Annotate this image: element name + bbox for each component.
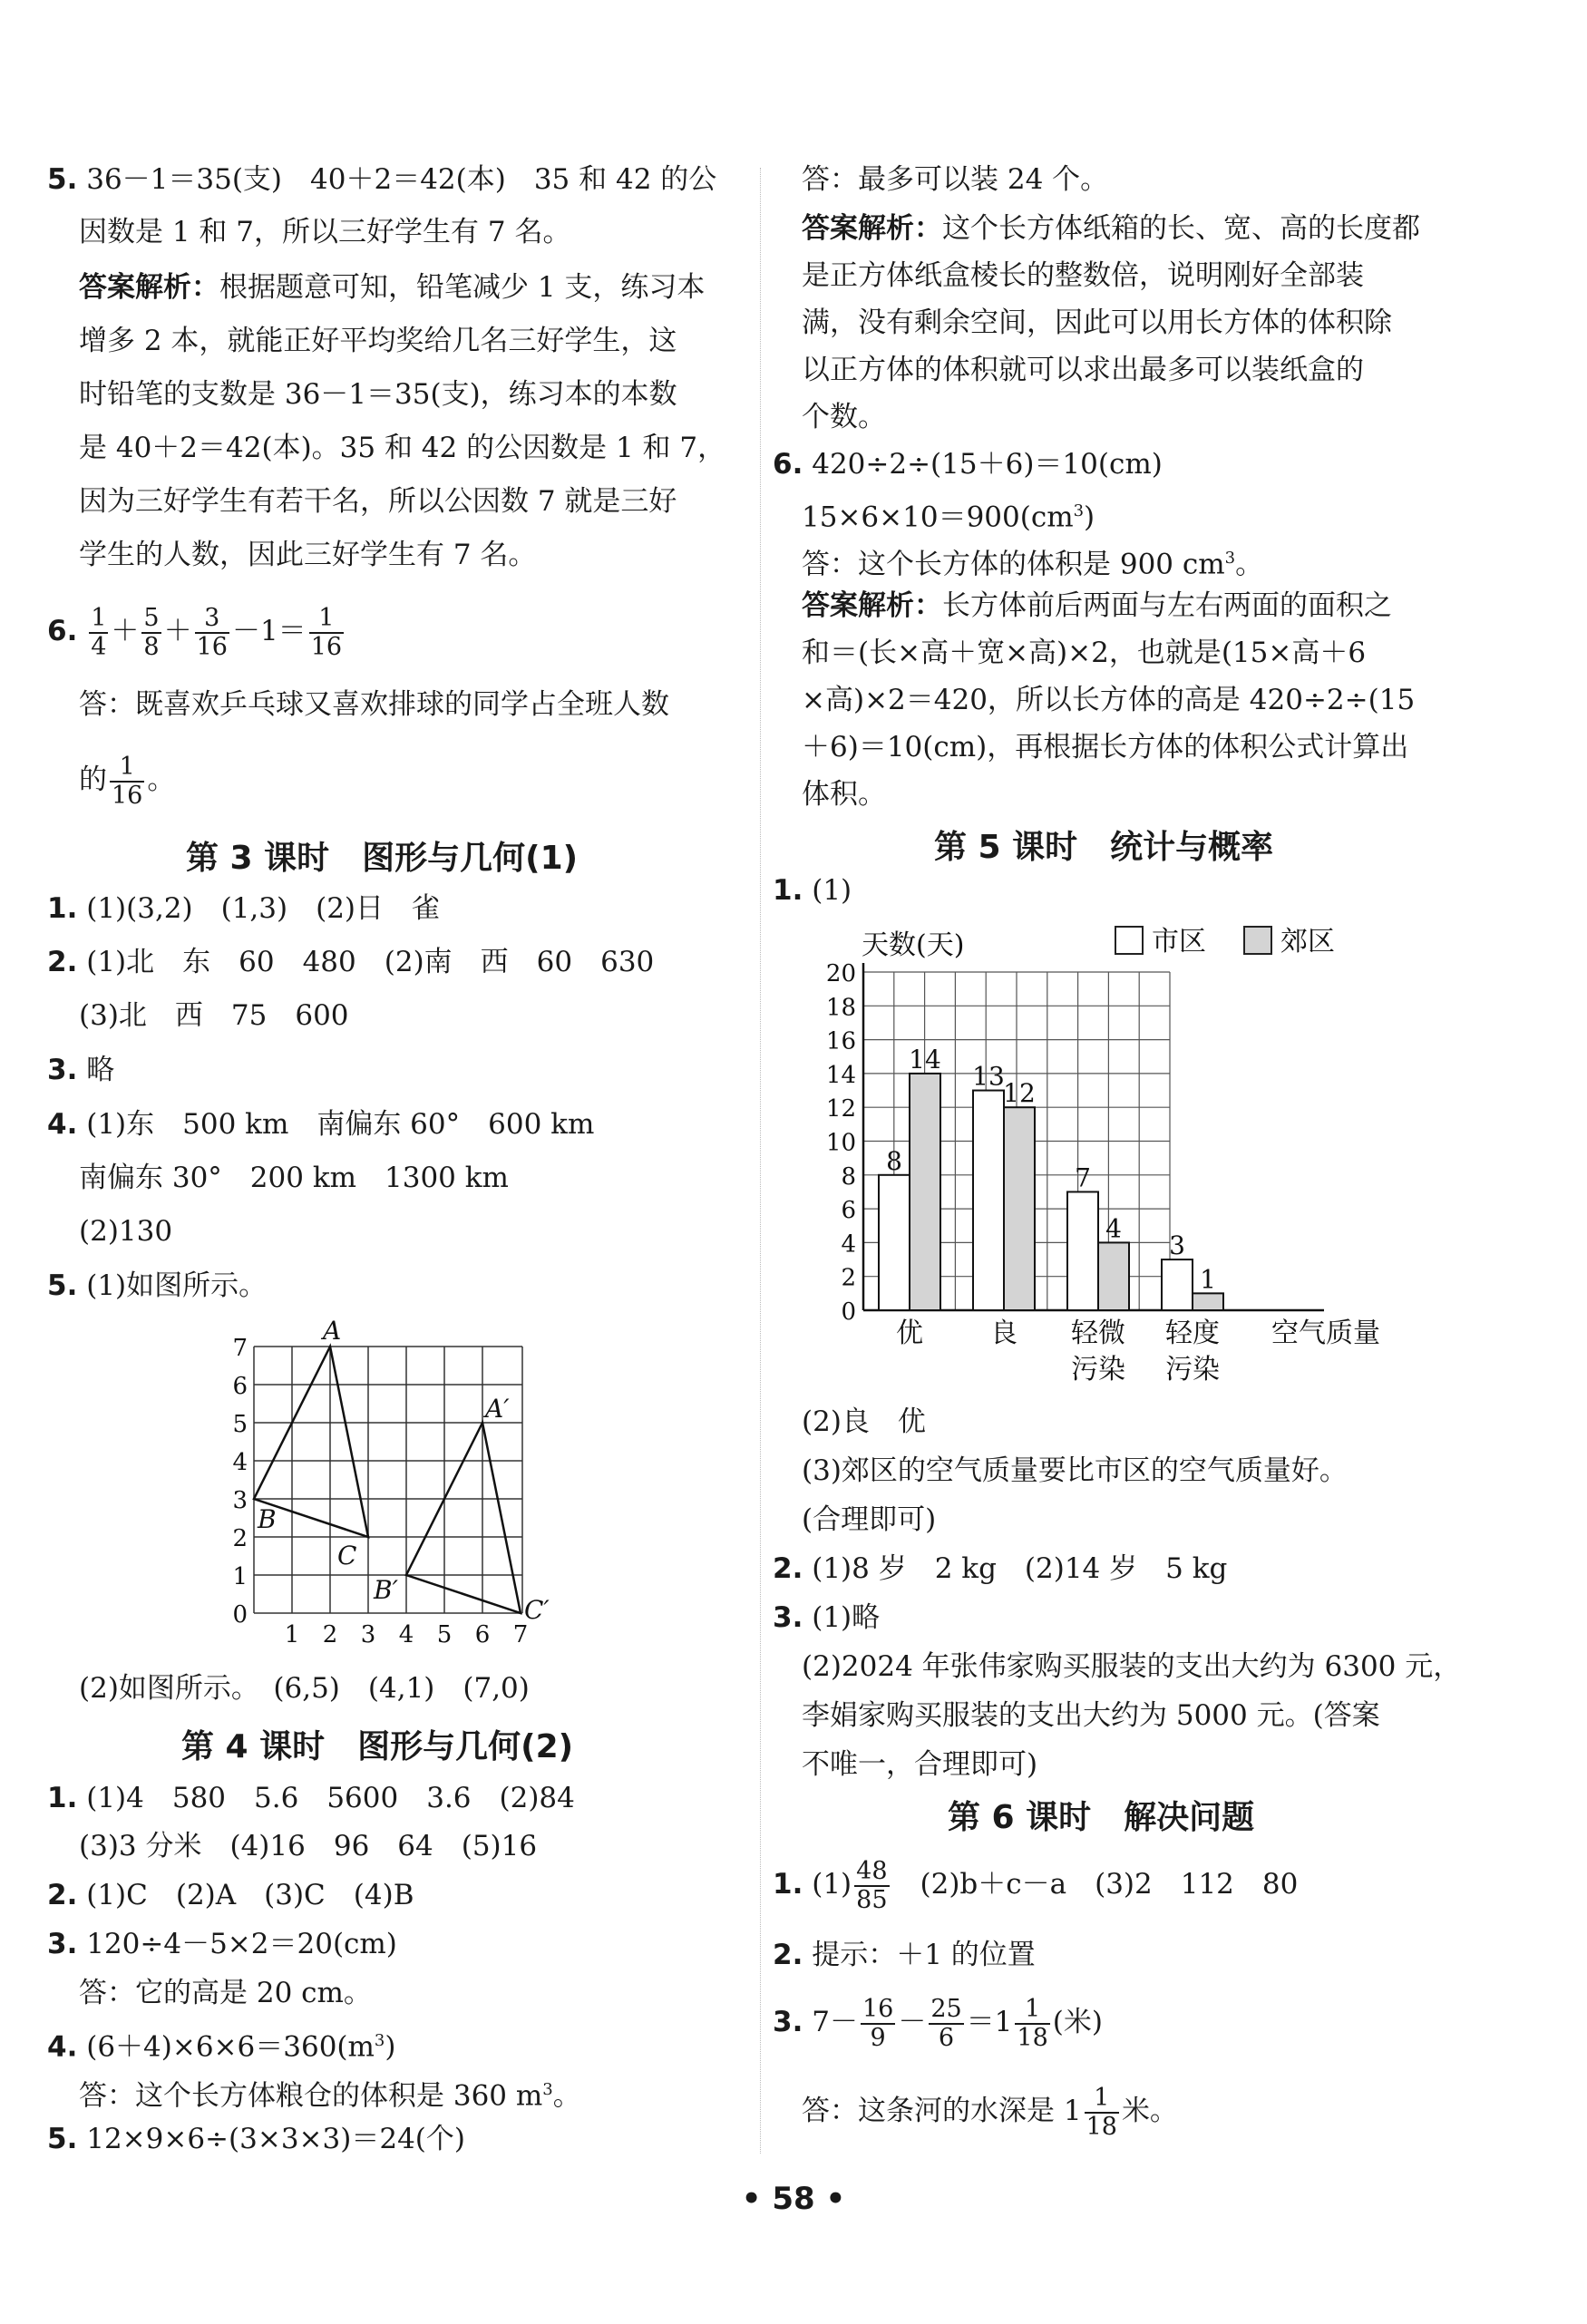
- triangle-a2b2c2: [406, 1423, 521, 1613]
- s5-q1: 1. (1): [773, 874, 852, 907]
- r-q6-analysis-line2: 和＝(长×高＋宽×高)×2，也就是(15×高＋6: [802, 637, 1367, 669]
- s3-q5-part2: (2)如图所示。 (6,5) (4,1) (7,0): [79, 1672, 530, 1705]
- x-tick: 7: [512, 1621, 529, 1648]
- coordinate-grid-figure: [218, 1310, 580, 1655]
- bar-suburb: [1004, 1107, 1035, 1310]
- x-tick: 2: [322, 1621, 338, 1648]
- q5-analysis-line3: 时铅笔的支数是 36－1＝35(支)，练习本的本数: [79, 378, 677, 411]
- y-tick: 5: [232, 1411, 248, 1438]
- legend-label-urban: 市区: [1152, 926, 1206, 958]
- s3-q1: 1. (1)(3,2) (1,3) (2)日 雀: [47, 892, 441, 925]
- air-quality-bar-chart: [789, 907, 1424, 1396]
- bar-value-label: 8: [886, 1145, 902, 1176]
- s5-q1-part2: (2)良 优: [802, 1405, 926, 1438]
- s3-q4-line3: (2)130: [79, 1215, 173, 1248]
- s3-q2-line1: 2. (1)北 东 60 480 (2)南 西 60 630: [47, 946, 655, 978]
- x-tick: 1: [284, 1621, 300, 1648]
- section-5-title: 第 5 课时 统计与概率: [934, 829, 1274, 866]
- category-label: 污染: [1165, 1354, 1220, 1386]
- y-tick-label: 2: [841, 1264, 856, 1292]
- s4-q4-line1: 4. $(6+4)\times 6\times 6=360(m^3)$: [47, 2030, 396, 2064]
- y-tick-label: 16: [825, 1027, 856, 1055]
- bar-suburb: [1098, 1242, 1129, 1310]
- r-q6-analysis-line4: ＋6)＝10(cm)，再根据长方体的体积公式计算出: [802, 731, 1409, 763]
- r-q6-analysis-line1: 答案解析：长方体前后两面与左右两面的面积之: [802, 589, 1392, 622]
- category-label: 轻度: [1165, 1318, 1220, 1349]
- y-axis-label: 天数(天): [862, 929, 965, 961]
- q5-analysis-line5: 因为三好学生有若干名，所以公因数 7 就是三好: [79, 485, 677, 518]
- section-3-title: 第 3 课时 图形与几何(1): [186, 840, 579, 877]
- fraction: $\frac{1}{16}$: [112, 752, 143, 810]
- bar-urban: [879, 1175, 910, 1310]
- bar-urban: [1067, 1191, 1098, 1310]
- r-q6-line3: 答：这个长方体的体积是 900 $cm^3$。: [802, 548, 1264, 581]
- column-divider: [760, 168, 761, 2154]
- r-top-analysis-line3: 满，没有剩余空间，因此可以用长方体的体积除: [802, 306, 1392, 339]
- bar-value-label: 3: [1169, 1230, 1185, 1261]
- fraction: $\frac{5}{8}$: [143, 603, 160, 661]
- s5-q1-part3-line2: (合理即可): [802, 1503, 937, 1536]
- y-tick-label: 4: [841, 1230, 856, 1259]
- legend-swatch-urban: [1115, 927, 1143, 954]
- s5-q2: 2. (1)8 岁 2 kg (2)14 岁 5 kg: [773, 1552, 1228, 1585]
- bar-value-label: 7: [1075, 1162, 1091, 1193]
- r-top-answer: 答：最多可以装 24 个。: [802, 163, 1109, 196]
- s4-q2: 2. (1)C (2)A (3)C (4)B: [47, 1879, 414, 1911]
- y-tick-label: 18: [825, 994, 856, 1022]
- y-tick: 1: [232, 1563, 248, 1590]
- r-top-analysis-line5: 个数。: [802, 401, 886, 433]
- bar-urban: [973, 1091, 1004, 1310]
- fraction: $\frac{1}{18}$: [1086, 2083, 1117, 2141]
- x-tick: 6: [474, 1621, 491, 1648]
- s4-q1-line2: (3)3 分米 (4)16 96 64 (5)16: [79, 1830, 538, 1862]
- r-q6-analysis-line3: ×高)×2＝420，所以长方体的高是 420÷2÷(15: [802, 684, 1416, 716]
- bar-value-label: 13: [972, 1061, 1005, 1092]
- s6-q1: 1. (1) $\frac{48}{85}$ (2)b＋c－a (3)2 112 80: [773, 1856, 1299, 1914]
- s5-q3-line2: (2)2024 年张伟家购买服装的支出大约为 6300 元，: [802, 1650, 1462, 1683]
- fraction: $\frac{48}{85}$: [856, 1856, 888, 1914]
- s6-q3-answer: 答：这条河的水深是 1 $\frac{1}{18}$ 米。: [802, 2083, 1178, 2141]
- s6-q2: 2. 提示：＋1 的位置: [773, 1939, 1036, 1971]
- bar-value-label: 4: [1105, 1213, 1122, 1244]
- fraction: $\frac{1}{18}$: [1017, 1994, 1048, 2052]
- point-label-b: B: [258, 1504, 277, 1534]
- x-tick: 5: [436, 1621, 453, 1648]
- q5-line1: 5. 36－1＝35(支) 40＋2＝42(本) 35 和 42 的公: [47, 163, 717, 196]
- x-tick: 4: [398, 1621, 414, 1648]
- q5-line2: 因数是 1 和 7，所以三好学生有 7 名。: [79, 216, 571, 248]
- q5-analysis-line6: 学生的人数，因此三好学生有 7 名。: [79, 539, 537, 571]
- q6-answer-line2: 的 $\frac{1}{16}$ 。: [79, 752, 176, 810]
- y-tick: 0: [232, 1601, 248, 1629]
- y-tick-label: 0: [841, 1298, 856, 1326]
- section-4-title: 第 4 课时 图形与几何(2): [181, 1728, 574, 1765]
- r-top-analysis-line4: 以正方体的体积就可以求出最多可以装纸盒的: [802, 354, 1364, 386]
- s5-q1-part3-line1: (3)郊区的空气质量要比市区的空气质量好。: [802, 1454, 1348, 1487]
- s5-q3-line4: 不唯一，合理即可): [802, 1748, 1038, 1781]
- category-label: 良: [990, 1318, 1017, 1349]
- y-tick-label: 14: [825, 1061, 856, 1089]
- fraction: $\frac{1}{16}$: [310, 603, 343, 661]
- q6-equation: 6. $\frac{1}{4}$ ＋ $\frac{5}{8}$ ＋ $\frac{3}{16}$ －1＝ $\frac{1}{16}$: [47, 603, 343, 661]
- bar-value-label: 12: [1003, 1078, 1036, 1109]
- point-label-c2: C′: [524, 1595, 550, 1625]
- section-6-title: 第 6 课时 解决问题: [948, 1799, 1255, 1836]
- s3-q4-line2: 南偏东 30° 200 km 1300 km: [79, 1162, 509, 1194]
- fraction: $\frac{1}{4}$: [91, 603, 107, 661]
- point-label-b2: B′: [374, 1575, 398, 1605]
- q5-analysis-line2: 增多 2 本，就能正好平均奖给几名三好学生，这: [79, 325, 677, 357]
- fraction: $\frac{16}{9}$: [862, 1994, 894, 2052]
- q5-analysis-line1: 答案解析：根据题意可知，铅笔减少 1 支，练习本: [79, 271, 706, 304]
- legend-swatch-suburb: [1244, 927, 1271, 954]
- y-tick: 7: [232, 1335, 248, 1362]
- legend-label-suburb: 郊区: [1280, 926, 1335, 958]
- category-label: 轻微: [1071, 1318, 1125, 1349]
- s4-q5: 5. 12×9×6÷(3×3×3)＝24(个): [47, 2123, 465, 2155]
- page-number: • 58 •: [741, 2181, 846, 2217]
- y-tick: 4: [232, 1449, 248, 1476]
- s3-q2-line2: (3)北 西 75 600: [79, 999, 349, 1032]
- x-axis-label: 空气质量: [1271, 1318, 1380, 1349]
- s3-q3: 3. 略: [47, 1054, 115, 1086]
- r-top-analysis-line1: 答案解析：这个长方体纸箱的长、宽、高的长度都: [802, 212, 1420, 245]
- grid-lines: [254, 1347, 522, 1613]
- x-tick: 3: [360, 1621, 376, 1648]
- y-tick-label: 20: [825, 960, 856, 987]
- r-q6-analysis-line5: 体积。: [802, 778, 886, 811]
- y-tick-label: 8: [841, 1162, 856, 1191]
- s4-q1-line1: 1. (1)4 580 5.6 5600 3.6 (2)84: [47, 1782, 575, 1814]
- r-q6-line1: 6. 420÷2÷(15＋6)＝10(cm): [773, 448, 1163, 481]
- s4-q4-line2: 答：这个长方体粮仓的体积是 360 $m^3$。: [79, 2079, 581, 2113]
- bar-value-label: 14: [909, 1044, 941, 1074]
- s3-q4-line1: 4. (1)东 500 km 南偏东 60° 600 km: [47, 1108, 595, 1141]
- bar-urban: [1162, 1259, 1193, 1310]
- bar-suburb: [910, 1074, 940, 1310]
- y-tick: 2: [232, 1525, 248, 1552]
- s3-q5: 5. (1)如图所示。: [47, 1269, 268, 1302]
- fraction: $\frac{3}{16}$: [196, 603, 228, 661]
- y-tick-label: 10: [825, 1129, 856, 1157]
- y-tick: 6: [232, 1373, 248, 1400]
- y-tick: 3: [232, 1487, 248, 1514]
- y-tick-label: 12: [825, 1095, 856, 1123]
- fraction: $\frac{25}{6}$: [930, 1994, 962, 2052]
- q5-analysis-line4: 是 40＋2＝42(本)。35 和 42 的公因数是 1 和 7，: [79, 432, 726, 464]
- category-label: 优: [896, 1318, 923, 1349]
- bar-suburb: [1193, 1293, 1223, 1310]
- q6-answer-line1: 答：既喜欢乒乓球又喜欢排球的同学占全班人数: [79, 688, 669, 721]
- s4-q3-line2: 答：它的高是 20 cm。: [79, 1977, 372, 2009]
- point-label-a2: A′: [485, 1394, 510, 1424]
- y-tick-label: 6: [841, 1197, 856, 1225]
- bar-value-label: 1: [1200, 1264, 1216, 1295]
- r-q6-line2: $15\times 6\times 10=900(cm^3)$: [802, 501, 1095, 534]
- s5-q3-line1: 3. (1)略: [773, 1601, 881, 1634]
- s5-q3-line3: 李娟家购买服装的支出大约为 5000 元。(答案: [802, 1699, 1380, 1732]
- r-top-analysis-line2: 是正方体纸盒棱长的整数倍，说明刚好全部装: [802, 259, 1364, 292]
- point-label-a: A: [323, 1316, 342, 1346]
- s4-q3-line1: 3. 120÷4－5×2＝20(cm): [47, 1928, 397, 1960]
- category-label: 污染: [1071, 1354, 1125, 1386]
- s6-q3-equation: 3. 7－ $\frac{16}{9}$ － $\frac{25}{6}$ ＝1 $\frac{1}{18}$ (米): [773, 1994, 1103, 2052]
- point-label-c: C: [337, 1541, 357, 1570]
